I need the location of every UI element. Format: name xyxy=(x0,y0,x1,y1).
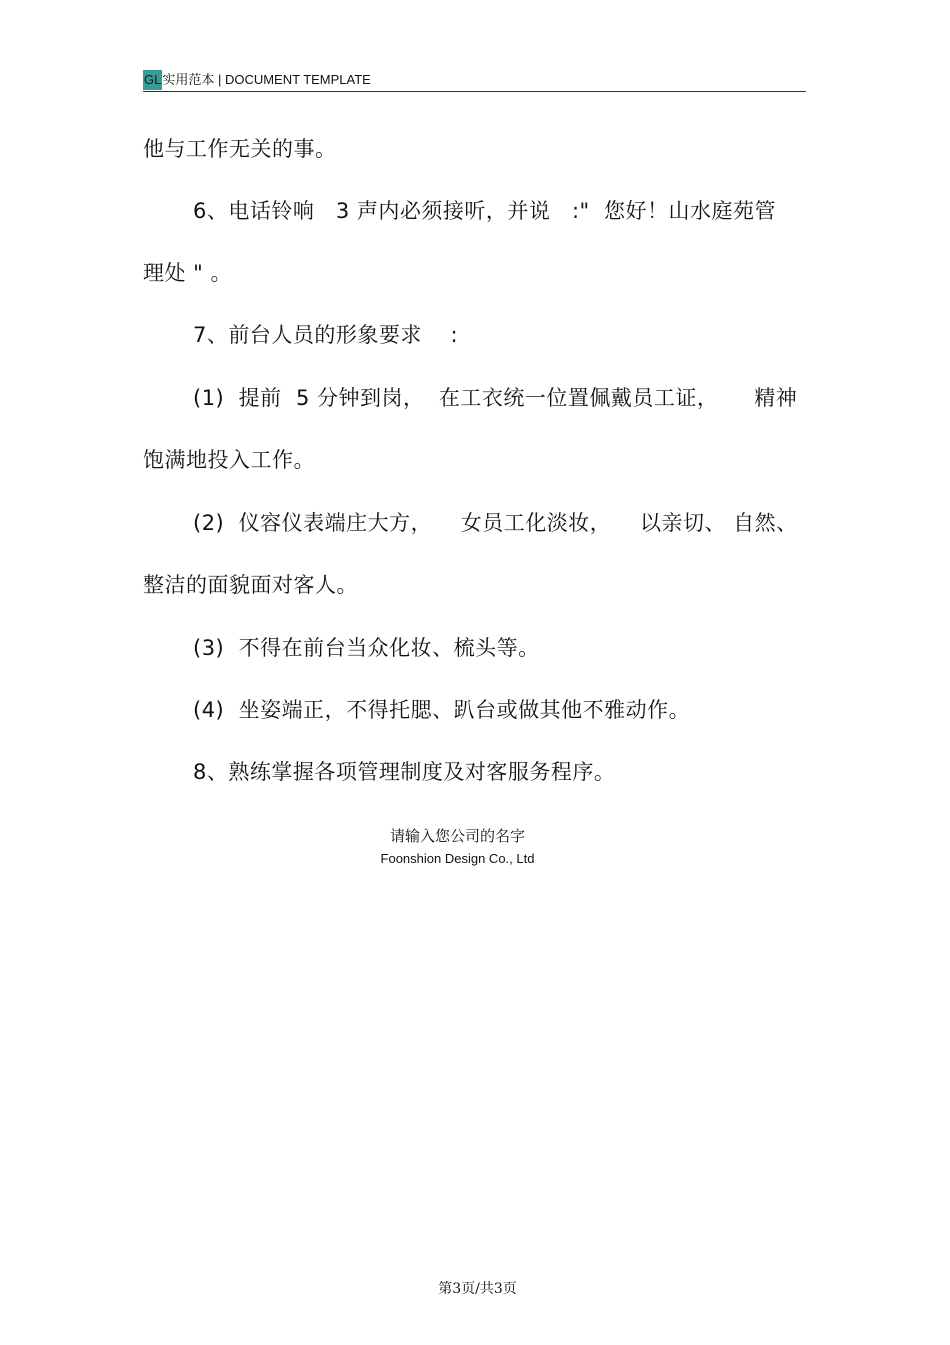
body-line: (4) 坐姿端正，不得托腮、趴台或做其他不雅动作。 xyxy=(193,698,691,722)
document-header xyxy=(143,70,806,92)
header-badge: GL xyxy=(143,70,162,90)
body-line: 6、电话铃响 3 声内必须接听，并说 :" 您好！山水庭苑管 xyxy=(193,199,777,223)
company-name-cn: 请输入您公司的名字 xyxy=(389,827,525,845)
body-line: (2) 仪容仪表端庄大方， 女员工化淡妆， 以亲切、 自然、 xyxy=(193,511,798,535)
body-line: (3) 不得在前台当众化妆、梳头等。 xyxy=(193,636,540,660)
body-line: 饱满地投入工作。 xyxy=(143,448,315,472)
body-line: 7、前台人员的形象要求 : xyxy=(193,323,459,347)
body-line: 8、熟练掌握各项管理制度及对客服务程序。 xyxy=(193,760,616,784)
page-number: 第3页/共3页 xyxy=(438,1281,517,1297)
body-line: 理处 " 。 xyxy=(143,261,233,285)
body-line: 他与工作无关的事。 xyxy=(143,137,337,161)
body-line: 整洁的面貌面对客人。 xyxy=(143,573,358,597)
header-title: 实用范本 | DOCUMENT TEMPLATE xyxy=(162,72,371,87)
company-name-en: Foonshion Design Co., Ltd xyxy=(380,851,535,866)
body-line: (1) 提前 5 分钟到岗， 在工衣统一位置佩戴员工证， 精神 xyxy=(193,386,798,410)
